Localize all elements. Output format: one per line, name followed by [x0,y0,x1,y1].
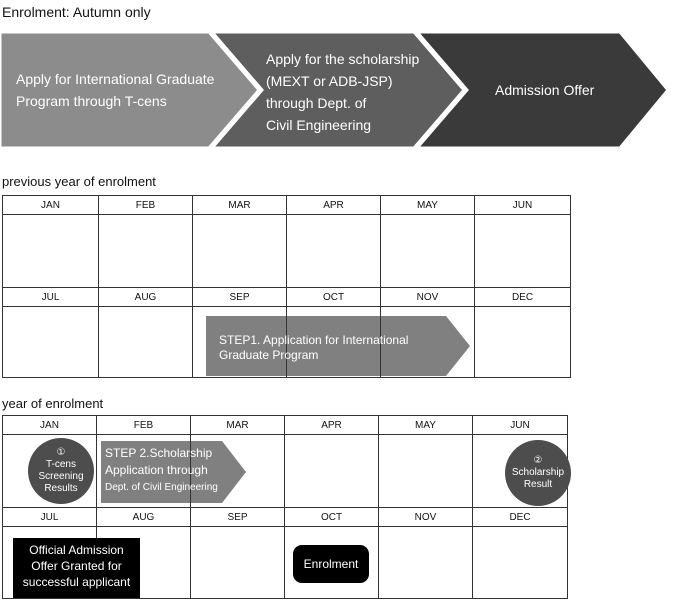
month-header: JUN [473,416,568,435]
month-cell [379,435,473,508]
page-title: Enrolment: Autumn only [2,4,151,20]
month-header: JAN [3,196,99,215]
month-header: MAR [193,196,287,215]
month-cell [473,527,568,599]
month-cell [475,307,571,378]
month-cell [191,527,285,599]
month-header: AUG [99,288,193,307]
month-header: MAY [381,196,475,215]
month-header: DEC [475,288,571,307]
enrol-year-label: year of enrolment [2,396,104,411]
month-cell [379,527,473,599]
screening-results-badge: ① T-cens Screening Results [28,438,94,504]
enrolment-box: Enrolment [293,545,369,583]
month-cell [3,307,99,378]
month-cell [381,215,475,288]
month-header: FEB [99,196,193,215]
month-header: SEP [193,288,287,307]
month-cell [3,215,99,288]
step1-arrow-label: STEP1. Application for International Graduate Program [219,333,409,362]
month-cell [287,215,381,288]
month-header: APR [285,416,379,435]
month-header: MAR [191,416,285,435]
flow-step1-label: Apply for International Graduate Program through T-cens [16,71,215,109]
step2-arrow-label: STEP 2.Scholarship Application through Dept. of Civil Engineering [105,446,218,493]
month-header: JUL [3,508,97,527]
month-header: DEC [473,508,568,527]
flow-step3-label: Admission Offer [495,82,595,98]
prev-year-label: previous year of enrolment [2,174,156,189]
month-header: FEB [97,416,191,435]
month-cell [193,215,287,288]
month-header: OCT [287,288,381,307]
month-header: NOV [381,288,475,307]
month-header: JUN [475,196,571,215]
scholarship-result-badge: ② Scholarship Result [505,440,571,506]
month-cell [475,215,571,288]
month-header: JAN [3,416,97,435]
month-cell [99,307,193,378]
month-header: JUL [3,288,99,307]
month-header: NOV [379,508,473,527]
month-header: SEP [191,508,285,527]
month-cell [99,215,193,288]
flow-step2-label: Apply for the scholarship (MEXT or ADB-JSP) through Dept. of Civil Engineering [266,51,420,133]
month-header: MAY [379,416,473,435]
month-header: OCT [285,508,379,527]
official-admission-box: Official Admission Offer Granted for successful applicant [13,538,140,598]
month-header: APR [287,196,381,215]
month-header: AUG [97,508,191,527]
month-cell [285,435,379,508]
